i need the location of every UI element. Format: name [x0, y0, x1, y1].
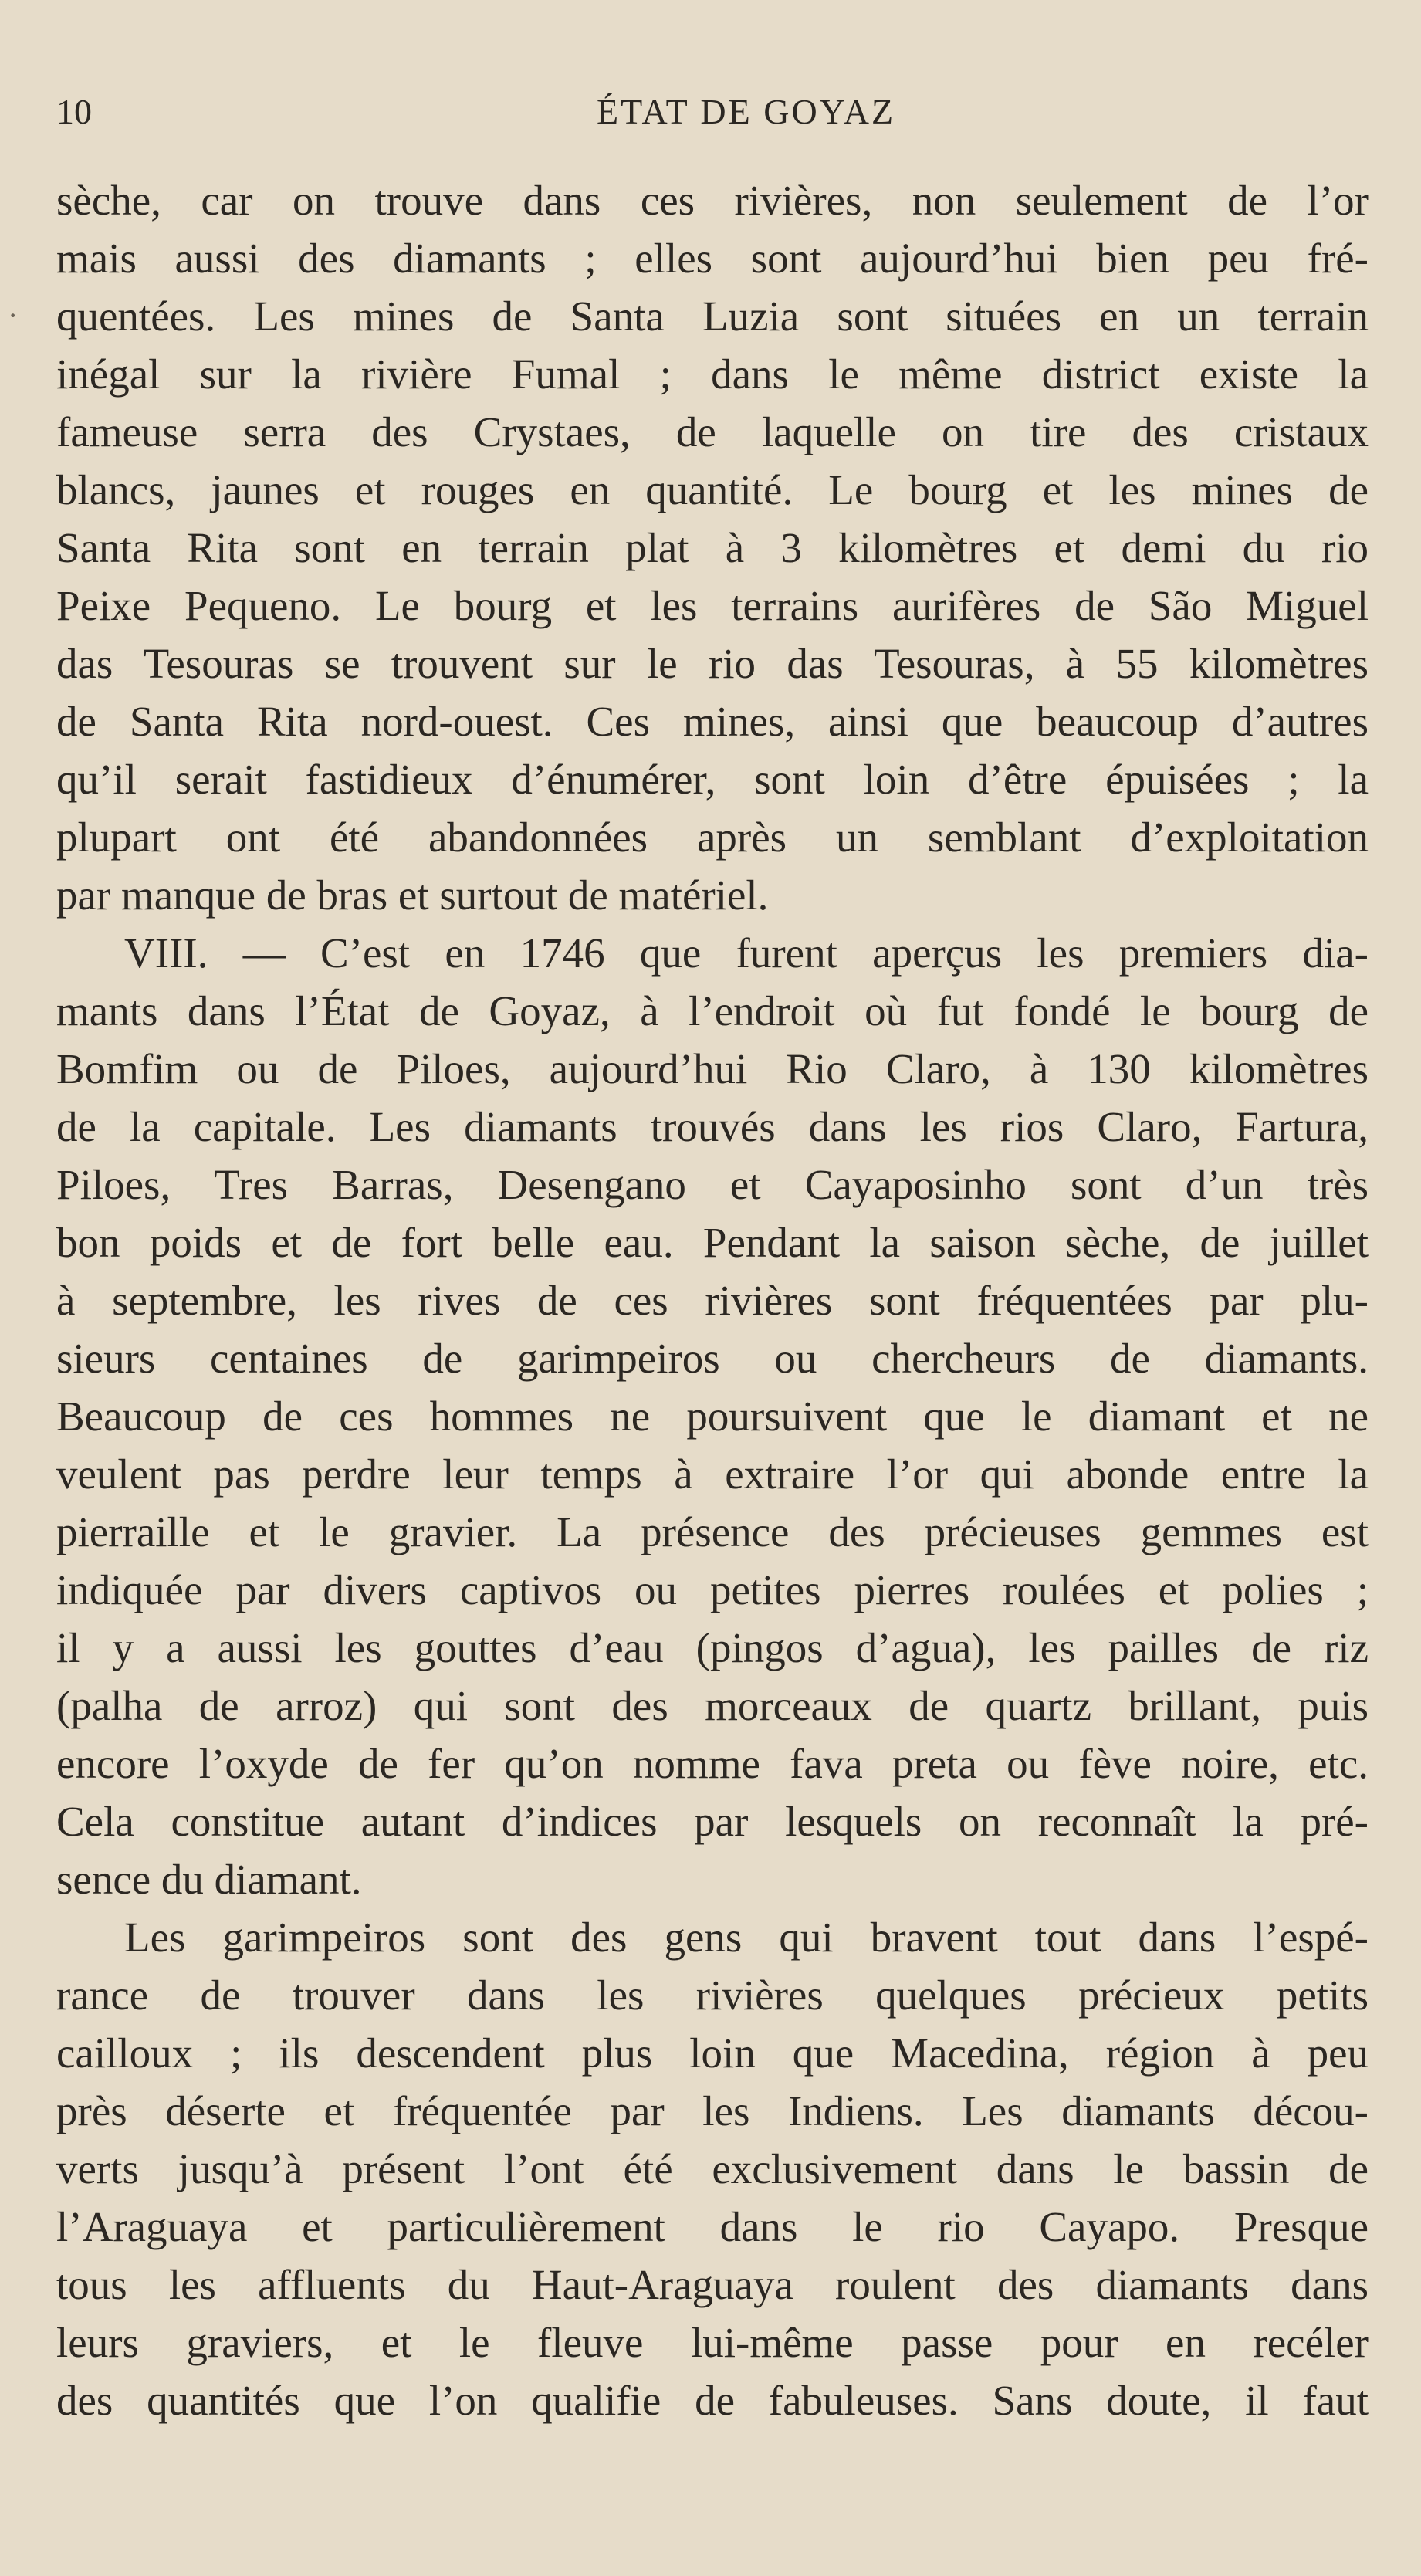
text-line: mais aussi des diamants ; elles sont aujourd’hui bien peu fré-: [56, 235, 1369, 282]
text-line: de la capitale. Les diamants trouvés dans les rios Claro, Fartura,: [56, 1103, 1369, 1150]
text-line: Peixe Pequeno. Le bourg et les terrains aurifères de São Miguel: [56, 582, 1369, 629]
text-line: indiquée par divers captivos ou petites pierres roulées et polies ;: [56, 1566, 1369, 1613]
text-line: Piloes, Tres Barras, Desengano et Cayaposinho sont d’un très: [56, 1161, 1369, 1208]
page-header: [56, 91, 1369, 137]
text-line: Beaucoup de ces hommes ne poursuivent que le diamant et ne: [56, 1393, 1369, 1440]
text-line: quentées. Les mines de Santa Luzia sont situées en un terrain: [56, 293, 1369, 340]
running-title: ÉTAT DE GOYAZ: [597, 92, 896, 131]
body-text: [56, 171, 1369, 2429]
text-line: (palha de arroz) qui sont des morceaux de quartz brillant, puis: [56, 1682, 1369, 1729]
text-line: de Santa Rita nord-ouest. Ces mines, ainsi que beaucoup d’autres: [56, 698, 1369, 745]
text-line: inégal sur la rivière Fumal ; dans le même district existe la: [56, 350, 1369, 398]
text-line: das Tesouras se trouvent sur le rio das Tesouras, à 55 kilomètres: [56, 640, 1369, 687]
text-line: sèche, car on trouve dans ces rivières, non seulement de l’or: [56, 177, 1369, 224]
text-line: l’Araguaya et particulièrement dans le rio Cayapo. Presque: [56, 2203, 1369, 2250]
text-line: mants dans l’État de Goyaz, à l’endroit où fut fondé le bourg de: [56, 987, 1369, 1034]
text-line: Cela constitue autant d’indices par lesquels on reconnaît la pré-: [56, 1798, 1369, 1845]
text-line: verts jusqu’à présent l’ont été exclusivement dans le bassin de: [56, 2145, 1369, 2192]
text-line: sieurs centaines de garimpeiros ou chercheurs de diamants.: [56, 1335, 1369, 1382]
text-line: bon poids et de fort belle eau. Pendant la saison sèche, de juillet: [56, 1219, 1369, 1266]
page-number: 10: [56, 92, 92, 131]
text-line: tous les affluents du Haut-Araguaya roulent des diamants dans: [56, 2261, 1369, 2308]
text-line: pierraille et le gravier. La présence des précieuses gemmes est: [56, 1508, 1369, 1555]
text-line: fameuse serra des Crystaes, de laquelle on tire des cristaux: [56, 408, 1369, 455]
paragraph-last-line: sence du diamant.: [56, 1856, 362, 1903]
text-line: il y a aussi les gouttes d’eau (pingos d’agua), les pailles de riz: [56, 1624, 1369, 1671]
text-line: près déserte et fréquentée par les Indiens. Les diamants décou-: [56, 2087, 1369, 2134]
section-viii-first-line: VIII. — C’est en 1746 que furent aperçus les premiers dia-: [124, 929, 1369, 977]
text-line: veulent pas perdre leur temps à extraire l’or qui abonde entre la: [56, 1450, 1369, 1498]
text-line: Bomfim ou de Piloes, aujourd’hui Rio Claro, à 130 kilomètres: [56, 1045, 1369, 1092]
text-line: cailloux ; ils descendent plus loin que Macedina, région à peu: [56, 2029, 1369, 2077]
text-line: plupart ont été abandonnées après un semblant d’exploitation: [56, 814, 1369, 861]
text-line: à septembre, les rives de ces rivières sont fréquentées par plu-: [56, 1277, 1369, 1324]
text-line: encore l’oxyde de fer qu’on nomme fava preta ou fève noire, etc.: [56, 1740, 1369, 1787]
paragraph-first-line: Les garimpeiros sont des gens qui bravent tout dans l’espé-: [124, 1914, 1369, 1961]
text-line: leurs graviers, et le fleuve lui-même passe pour en recéler: [56, 2319, 1369, 2366]
paragraph-last-line: par manque de bras et surtout de matériel.: [56, 872, 769, 919]
text-line: qu’il serait fastidieux d’énumérer, sont loin d’être épuisées ; la: [56, 756, 1369, 803]
text-line: blancs, jaunes et rouges en quantité. Le bourg et les mines de: [56, 466, 1369, 513]
text-line: des quantités que l’on qualifie de fabuleuses. Sans doute, il faut: [56, 2377, 1369, 2424]
margin-dot-mark: ·: [8, 298, 19, 333]
text-line: Santa Rita sont en terrain plat à 3 kilomètres et demi du rio: [56, 524, 1369, 571]
text-line: rance de trouver dans les rivières quelques précieux petits: [56, 1972, 1369, 2019]
